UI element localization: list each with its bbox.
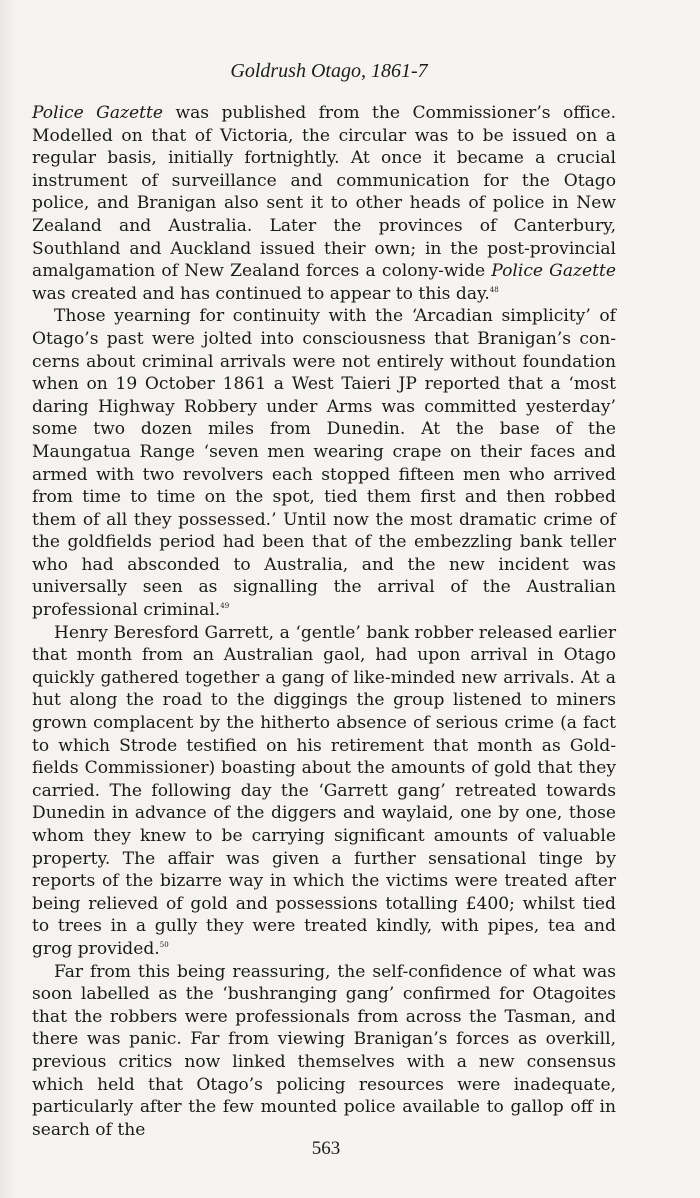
italic-title: Police Gazette (491, 261, 617, 282)
page-number: 563 (311, 1138, 341, 1159)
italic-title: Police Gazette (32, 103, 163, 123)
body-text (32, 102, 616, 1141)
text-segment: Far from this being reassuring, the self-confidence of what was soon labelled as the ‘bushranging gang’ confirmed for Otagoites that the robbers were professionals from across the Tasman, and there was panic. Far from viewing Branigan’s forces as overkill, previous critics now linked themselves with a new consensus which held that Otago’s policing resources were inadequate, particularly after the few mounted police available to gallop off in search of the (32, 961, 616, 1140)
paragraph-3 (32, 622, 616, 961)
footnote-ref[interactable]: 49 (220, 602, 230, 611)
text-segment: Henry Beresford Garrett, a ‘gentle’ bank robber released earlier that month from an Australian gaol, had upon arrival in Otago quickly gathered together a gang of like-minded new arrivals. At a hut along the road to the diggings the group listened to miners grown complacent by the hitherto absence of serious crime (a fact to which Strode testified on his retirement that month as Goldfields Commissioner) boasting about the amounts of gold that they carried. The following day the ‘Garrett gang’ retreated towards Dunedin in advance of the diggers and waylaid, one by one, those whom they knew to be carrying significant amounts of valuable property. The affair was given a further sensational tinge by reports of the bizarre way in which the victims were treated after being relieved of gold and possessions totalling £400; whilst tied to trees in a gully they were treated kindly, with pipes, tea and grog provided. (32, 622, 616, 959)
paragraph-2 (32, 305, 616, 621)
footnote-ref[interactable]: 50 (159, 940, 169, 949)
paragraph-1 (32, 102, 616, 305)
text-segment: Those yearning for continuity with the ‘Arcadian simplicity’ of Otago’s past were jolted into consciousness that Branigan’s concerns about criminal arrivals were not entirely without foundation when on 19 October 1861 a West Taieri JP reported that a ‘most daring Highway Robbery under Arms was committed yesterday’ some two dozen miles from Dunedin. At the base of the Maungatua Range ‘seven men wearing crape on their faces and armed with two revolvers each stopped fifteen men who arrived from time to time on the spot, tied them first and then robbed them of all they possessed.’ Until now the most dramatic crime of the goldfields period had been that of the embezzling bank teller who had absconded to Australia, and the new incident was universally seen as signalling the arrival of the Australian professional criminal. (32, 306, 616, 621)
text-segment: was created and has continued to appear to this day. (32, 283, 490, 304)
text-segment: was published from the Commissioner’s office. Modelled on that of Victoria, the circular was to be issued on a regular basis, initially fortnightly. At once it became a crucial instrument of surveillance and communication for the Otago police, and Branigan also sent it to other heads of police in New Zealand and Australia. Later the provinces of Canterbury, Southland and Auckland issued their own; in the post-provincial amalgamation of New Zealand forces a colony-wide (32, 103, 616, 282)
footnote-ref[interactable]: 48 (489, 285, 499, 294)
paragraph-4 (32, 961, 616, 1142)
running-head: Goldrush Otago, 1861-7 (230, 60, 428, 82)
